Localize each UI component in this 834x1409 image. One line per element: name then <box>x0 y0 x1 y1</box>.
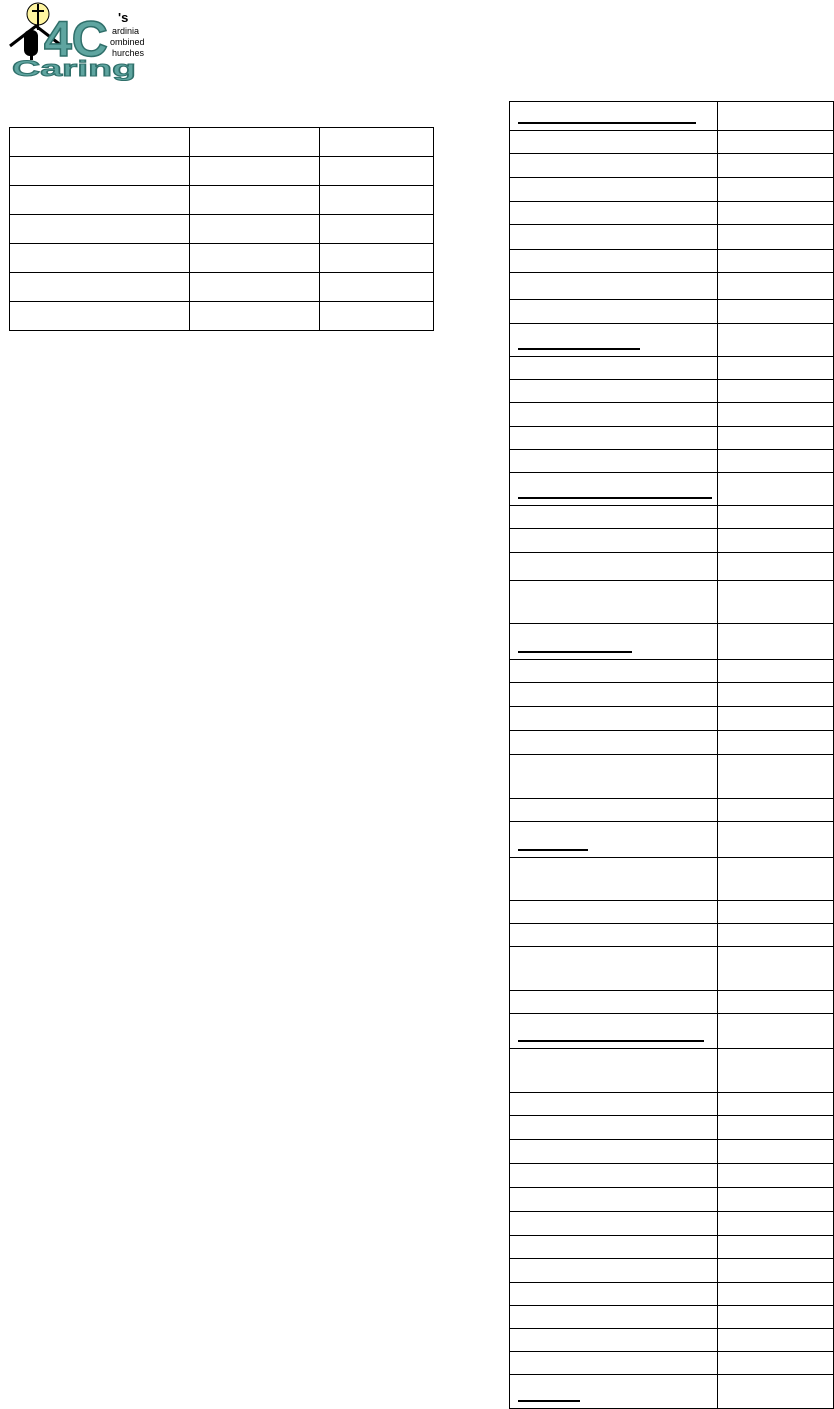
table-cell <box>320 157 434 186</box>
table-cell <box>718 947 834 991</box>
logo-numeral: 4C <box>44 11 108 67</box>
table-row <box>510 273 834 300</box>
table-cell <box>510 1093 718 1116</box>
table-cell <box>718 660 834 683</box>
table-cell <box>10 128 190 157</box>
table-cell <box>510 1212 718 1236</box>
table-row <box>10 244 434 273</box>
logo-word: Caring <box>12 56 136 81</box>
table-row <box>10 302 434 331</box>
section-heading-underline <box>518 1400 580 1402</box>
table-cell <box>510 506 718 529</box>
logo-apostrophe: 's <box>118 10 129 25</box>
table-cell <box>320 244 434 273</box>
table-cell <box>718 427 834 450</box>
table-row <box>510 799 834 822</box>
section-header-row <box>510 102 834 131</box>
table-cell <box>718 991 834 1014</box>
section-heading-underline <box>518 849 588 851</box>
section-heading-underline <box>518 1040 704 1042</box>
section-header-row <box>510 1375 834 1409</box>
table-cell <box>718 581 834 624</box>
table-row <box>510 380 834 403</box>
table-row <box>510 1259 834 1283</box>
table-cell <box>510 403 718 427</box>
table-cell <box>718 250 834 273</box>
table-cell <box>10 302 190 331</box>
table-cell <box>718 131 834 154</box>
table-row <box>510 731 834 755</box>
table-cell <box>510 799 718 822</box>
table-cell <box>510 1164 718 1188</box>
table-row <box>10 157 434 186</box>
table-cell <box>718 506 834 529</box>
table-cell <box>190 244 320 273</box>
table-cell <box>320 302 434 331</box>
left-table <box>9 127 434 331</box>
table-cell <box>510 553 718 581</box>
table-cell <box>718 1049 834 1093</box>
table-row <box>510 660 834 683</box>
table-cell <box>510 755 718 799</box>
table-cell <box>718 1329 834 1352</box>
table-cell <box>718 273 834 300</box>
table-cell <box>510 202 718 225</box>
right-table <box>509 101 834 1409</box>
table-cell <box>510 357 718 380</box>
table-cell <box>510 529 718 553</box>
table-row <box>510 1093 834 1116</box>
table-row <box>510 1283 834 1306</box>
table-row <box>510 1188 834 1212</box>
table-cell <box>320 128 434 157</box>
table-cell <box>510 250 718 273</box>
table-row <box>510 1164 834 1188</box>
table-cell <box>718 1116 834 1140</box>
logo-line2: ombined <box>110 37 145 47</box>
table-cell <box>510 427 718 450</box>
table-cell <box>510 1188 718 1212</box>
table-cell <box>510 1306 718 1329</box>
table-cell <box>718 324 834 357</box>
table-cell <box>510 683 718 707</box>
logo-line3: hurches <box>112 48 145 58</box>
table-row <box>510 947 834 991</box>
table-cell <box>718 799 834 822</box>
table-row <box>510 450 834 473</box>
table-cell <box>190 186 320 215</box>
table-cell <box>190 215 320 244</box>
table-cell <box>510 1352 718 1375</box>
table-cell <box>718 924 834 947</box>
table-row <box>510 1329 834 1352</box>
table-cell <box>510 822 718 858</box>
table-cell <box>718 1014 834 1049</box>
section-header-row <box>510 1014 834 1049</box>
table-cell <box>718 300 834 324</box>
table-row <box>510 131 834 154</box>
table-cell <box>718 683 834 707</box>
table-row <box>510 1116 834 1140</box>
table-cell <box>510 380 718 403</box>
table-cell <box>718 624 834 660</box>
section-header-row <box>510 324 834 357</box>
table-row <box>510 901 834 924</box>
table-cell <box>718 553 834 581</box>
table-cell <box>718 1236 834 1259</box>
section-heading-underline <box>518 497 712 499</box>
table-row <box>510 1212 834 1236</box>
logo-graphic <box>6 0 145 81</box>
table-cell <box>510 624 718 660</box>
table-cell <box>718 473 834 506</box>
table-cell <box>718 901 834 924</box>
table-cell <box>718 1164 834 1188</box>
table-cell <box>718 357 834 380</box>
table-cell <box>510 581 718 624</box>
table-cell <box>510 1259 718 1283</box>
table-cell <box>718 1140 834 1164</box>
table-cell <box>718 154 834 178</box>
table-cell <box>190 157 320 186</box>
table-cell <box>718 403 834 427</box>
section-header-row <box>510 473 834 506</box>
table-cell <box>510 450 718 473</box>
table-cell <box>718 380 834 403</box>
table-row <box>10 128 434 157</box>
table-cell <box>718 178 834 202</box>
table-cell <box>718 1259 834 1283</box>
table-cell <box>510 901 718 924</box>
table-cell <box>190 128 320 157</box>
table-cell <box>510 1014 718 1049</box>
table-cell <box>718 1306 834 1329</box>
table-cell <box>718 755 834 799</box>
table-cell <box>510 947 718 991</box>
logo-line1: ardinia <box>112 26 140 36</box>
section-header-row <box>510 822 834 858</box>
table-row <box>510 178 834 202</box>
table-cell <box>190 302 320 331</box>
table-row <box>510 858 834 901</box>
section-heading-underline <box>518 122 696 124</box>
table-cell <box>510 1236 718 1259</box>
table-row <box>510 924 834 947</box>
table-cell <box>510 707 718 731</box>
table-row <box>510 1140 834 1164</box>
section-heading-underline <box>518 348 640 350</box>
table-cell <box>718 102 834 131</box>
table-cell <box>718 225 834 250</box>
table-row <box>10 215 434 244</box>
table-cell <box>510 273 718 300</box>
table-cell <box>10 157 190 186</box>
table-cell <box>320 215 434 244</box>
table-cell <box>718 202 834 225</box>
table-cell <box>10 273 190 302</box>
table-cell <box>718 1212 834 1236</box>
table-row <box>10 273 434 302</box>
table-cell <box>718 822 834 858</box>
table-cell <box>320 273 434 302</box>
table-row <box>510 683 834 707</box>
table-row <box>510 300 834 324</box>
table-row <box>510 427 834 450</box>
table-cell <box>718 1283 834 1306</box>
table-cell <box>718 1188 834 1212</box>
table-cell <box>510 1049 718 1093</box>
church-logo <box>6 0 145 81</box>
table-cell <box>10 186 190 215</box>
table-cell <box>510 225 718 250</box>
table-cell <box>510 1140 718 1164</box>
table-cell <box>510 660 718 683</box>
table-cell <box>320 186 434 215</box>
table-row <box>510 1049 834 1093</box>
table-cell <box>510 102 718 131</box>
table-cell <box>718 450 834 473</box>
table-row <box>510 1306 834 1329</box>
table-cell <box>510 858 718 901</box>
table-cell <box>718 529 834 553</box>
table-cell <box>718 858 834 901</box>
section-header-row <box>510 624 834 660</box>
table-cell <box>510 1116 718 1140</box>
table-cell <box>718 731 834 755</box>
table-row <box>510 154 834 178</box>
table-cell <box>510 473 718 506</box>
table-row <box>510 1352 834 1375</box>
table-cell <box>10 215 190 244</box>
table-cell <box>510 731 718 755</box>
table-row <box>510 581 834 624</box>
table-cell <box>718 1375 834 1409</box>
table-cell <box>510 1283 718 1306</box>
table-row <box>10 186 434 215</box>
table-row <box>510 553 834 581</box>
table-row <box>510 707 834 731</box>
table-row <box>510 225 834 250</box>
table-row <box>510 755 834 799</box>
table-cell <box>190 273 320 302</box>
table-cell <box>510 154 718 178</box>
table-row <box>510 991 834 1014</box>
section-heading-underline <box>518 651 632 653</box>
table-row <box>510 202 834 225</box>
table-cell <box>510 991 718 1014</box>
table-cell <box>510 178 718 202</box>
table-cell <box>510 1375 718 1409</box>
table-row <box>510 250 834 273</box>
table-row <box>510 506 834 529</box>
table-cell <box>510 924 718 947</box>
table-row <box>510 357 834 380</box>
table-row <box>510 403 834 427</box>
table-cell <box>510 324 718 357</box>
table-cell <box>10 244 190 273</box>
table-cell <box>510 300 718 324</box>
table-cell <box>510 131 718 154</box>
table-cell <box>718 1093 834 1116</box>
table-row <box>510 1236 834 1259</box>
table-cell <box>718 707 834 731</box>
table-cell <box>718 1352 834 1375</box>
table-cell <box>510 1329 718 1352</box>
table-row <box>510 529 834 553</box>
